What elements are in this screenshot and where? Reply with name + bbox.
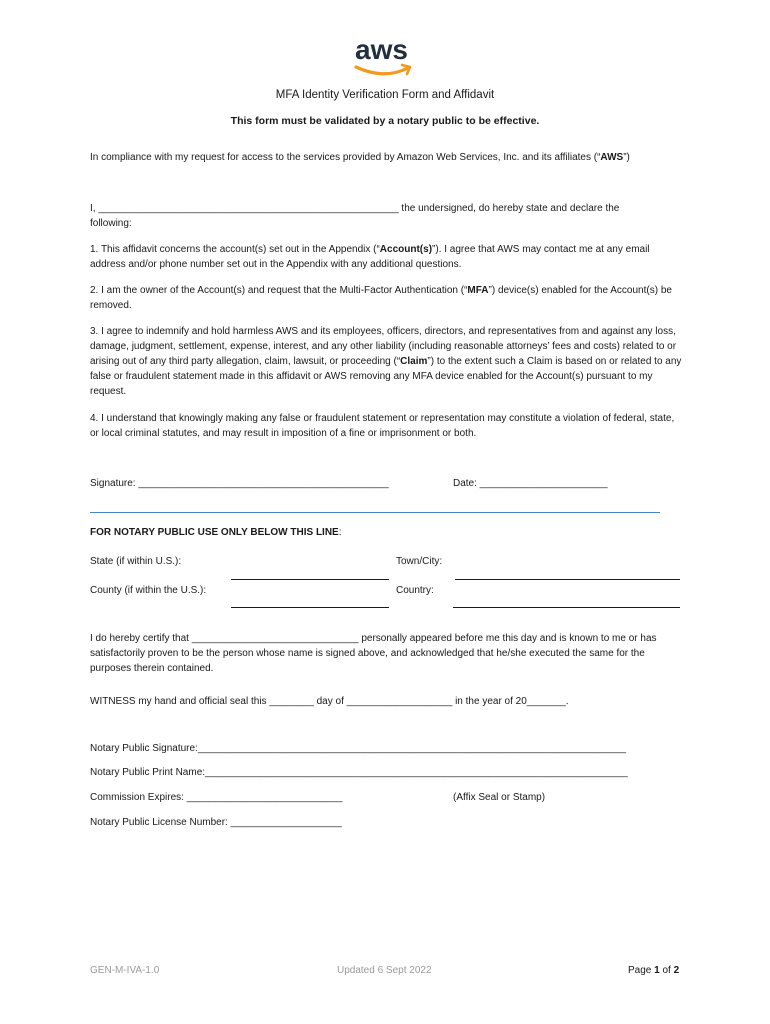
signature-line[interactable]: Signature: _____________________________________________	[90, 478, 389, 489]
notary-signature-line[interactable]: Notary Public Signature:_____________________________________________________________________________	[90, 743, 627, 754]
affidavit-item-3: 3. I agree to indemnify and hold harmless AWS and its employees, officers, directors, and representatives from and against any loss, damage, judgment, settlement, expense, interest, and any other liability (including reasonable attorneys’ fees and costs) related to or arising out of any third party allegation, claim, lawsuit, or proceeding (“Claim”) to the extent such a Claim is based on or related to any false or fraudulent statement made in this affidavit or AWS removing any MFA device enabled for the Account(s) pursuant to my request.	[90, 326, 682, 397]
form-title: MFA Identity Verification Form and Affidavit	[275, 89, 495, 101]
country-field[interactable]	[453, 607, 680, 608]
declaration-paragraph	[90, 201, 682, 231]
country-label: Country:	[396, 585, 434, 596]
aws-logo	[352, 36, 418, 78]
aws-logo-text: aws	[355, 36, 408, 65]
intro-paragraph: In compliance with my request for access to the services provided by Amazon Web Services, Inc. and its affiliates (“AWS”)	[90, 152, 630, 163]
declaration-line: I, ______________________________________________________ the undersigned, do hereby state and declare the	[90, 203, 620, 214]
county-label: County (if within the U.S.):	[90, 585, 207, 596]
date-line[interactable]: Date: _______________________	[453, 478, 608, 489]
declaration-suffix: following:	[90, 218, 132, 229]
state-field[interactable]	[231, 579, 389, 580]
state-label: State (if within U.S.):	[90, 556, 182, 567]
affidavit-item-4: 4. I understand that knowingly making any false or fraudulent statement or representation may constitute a violation of federal, state, or local criminal statutes, and may result in imposition of a fine or imprisonment or both.	[90, 413, 675, 439]
updated-date: Updated 6 Sept 2022	[337, 965, 432, 976]
affidavit-item-1: 1. This affidavit concerns the account(s) set out in the Appendix (“Account(s)”). I agree that AWS may contact me at any email address and/or phone number set out in the Appendix with any additional questions.	[90, 244, 650, 270]
certification-paragraph: I do hereby certify that ______________________________ personally appeared before me this day and is known to me or has satisfactorily proven to be the person whose name is signed above, and acknowledged that he/she executed the same for the purposes therein contained.	[90, 633, 657, 674]
notary-print-name-line[interactable]: Notary Public Print Name:____________________________________________________________________________	[90, 767, 628, 778]
notary-divider	[90, 512, 660, 513]
form-code: GEN-M-IVA-1.0	[90, 965, 160, 976]
form-subtitle: This form must be validated by a notary public to be effective.	[230, 115, 540, 127]
commission-expires-line[interactable]: Commission Expires: ____________________________	[90, 792, 343, 803]
notary-heading: FOR NOTARY PUBLIC USE ONLY BELOW THIS LINE:	[90, 527, 342, 538]
town-label: Town/City:	[396, 556, 443, 567]
affidavit-item-2: 2. I am the owner of the Account(s) and request that the Multi-Factor Authentication (“MFA”) device(s) enabled for the Account(s) be removed.	[90, 285, 672, 311]
county-field[interactable]	[231, 607, 389, 608]
page-number: Page 1 of 2	[628, 965, 680, 976]
seal-label: (Affix Seal or Stamp)	[453, 792, 546, 803]
witness-line[interactable]: WITNESS my hand and official seal this ________ day of ___________________ in the year of 20_______.	[90, 696, 569, 707]
aws-smile-icon	[356, 67, 408, 74]
notary-license-line[interactable]: Notary Public License Number: ____________________	[90, 817, 342, 828]
town-field[interactable]	[455, 579, 680, 580]
